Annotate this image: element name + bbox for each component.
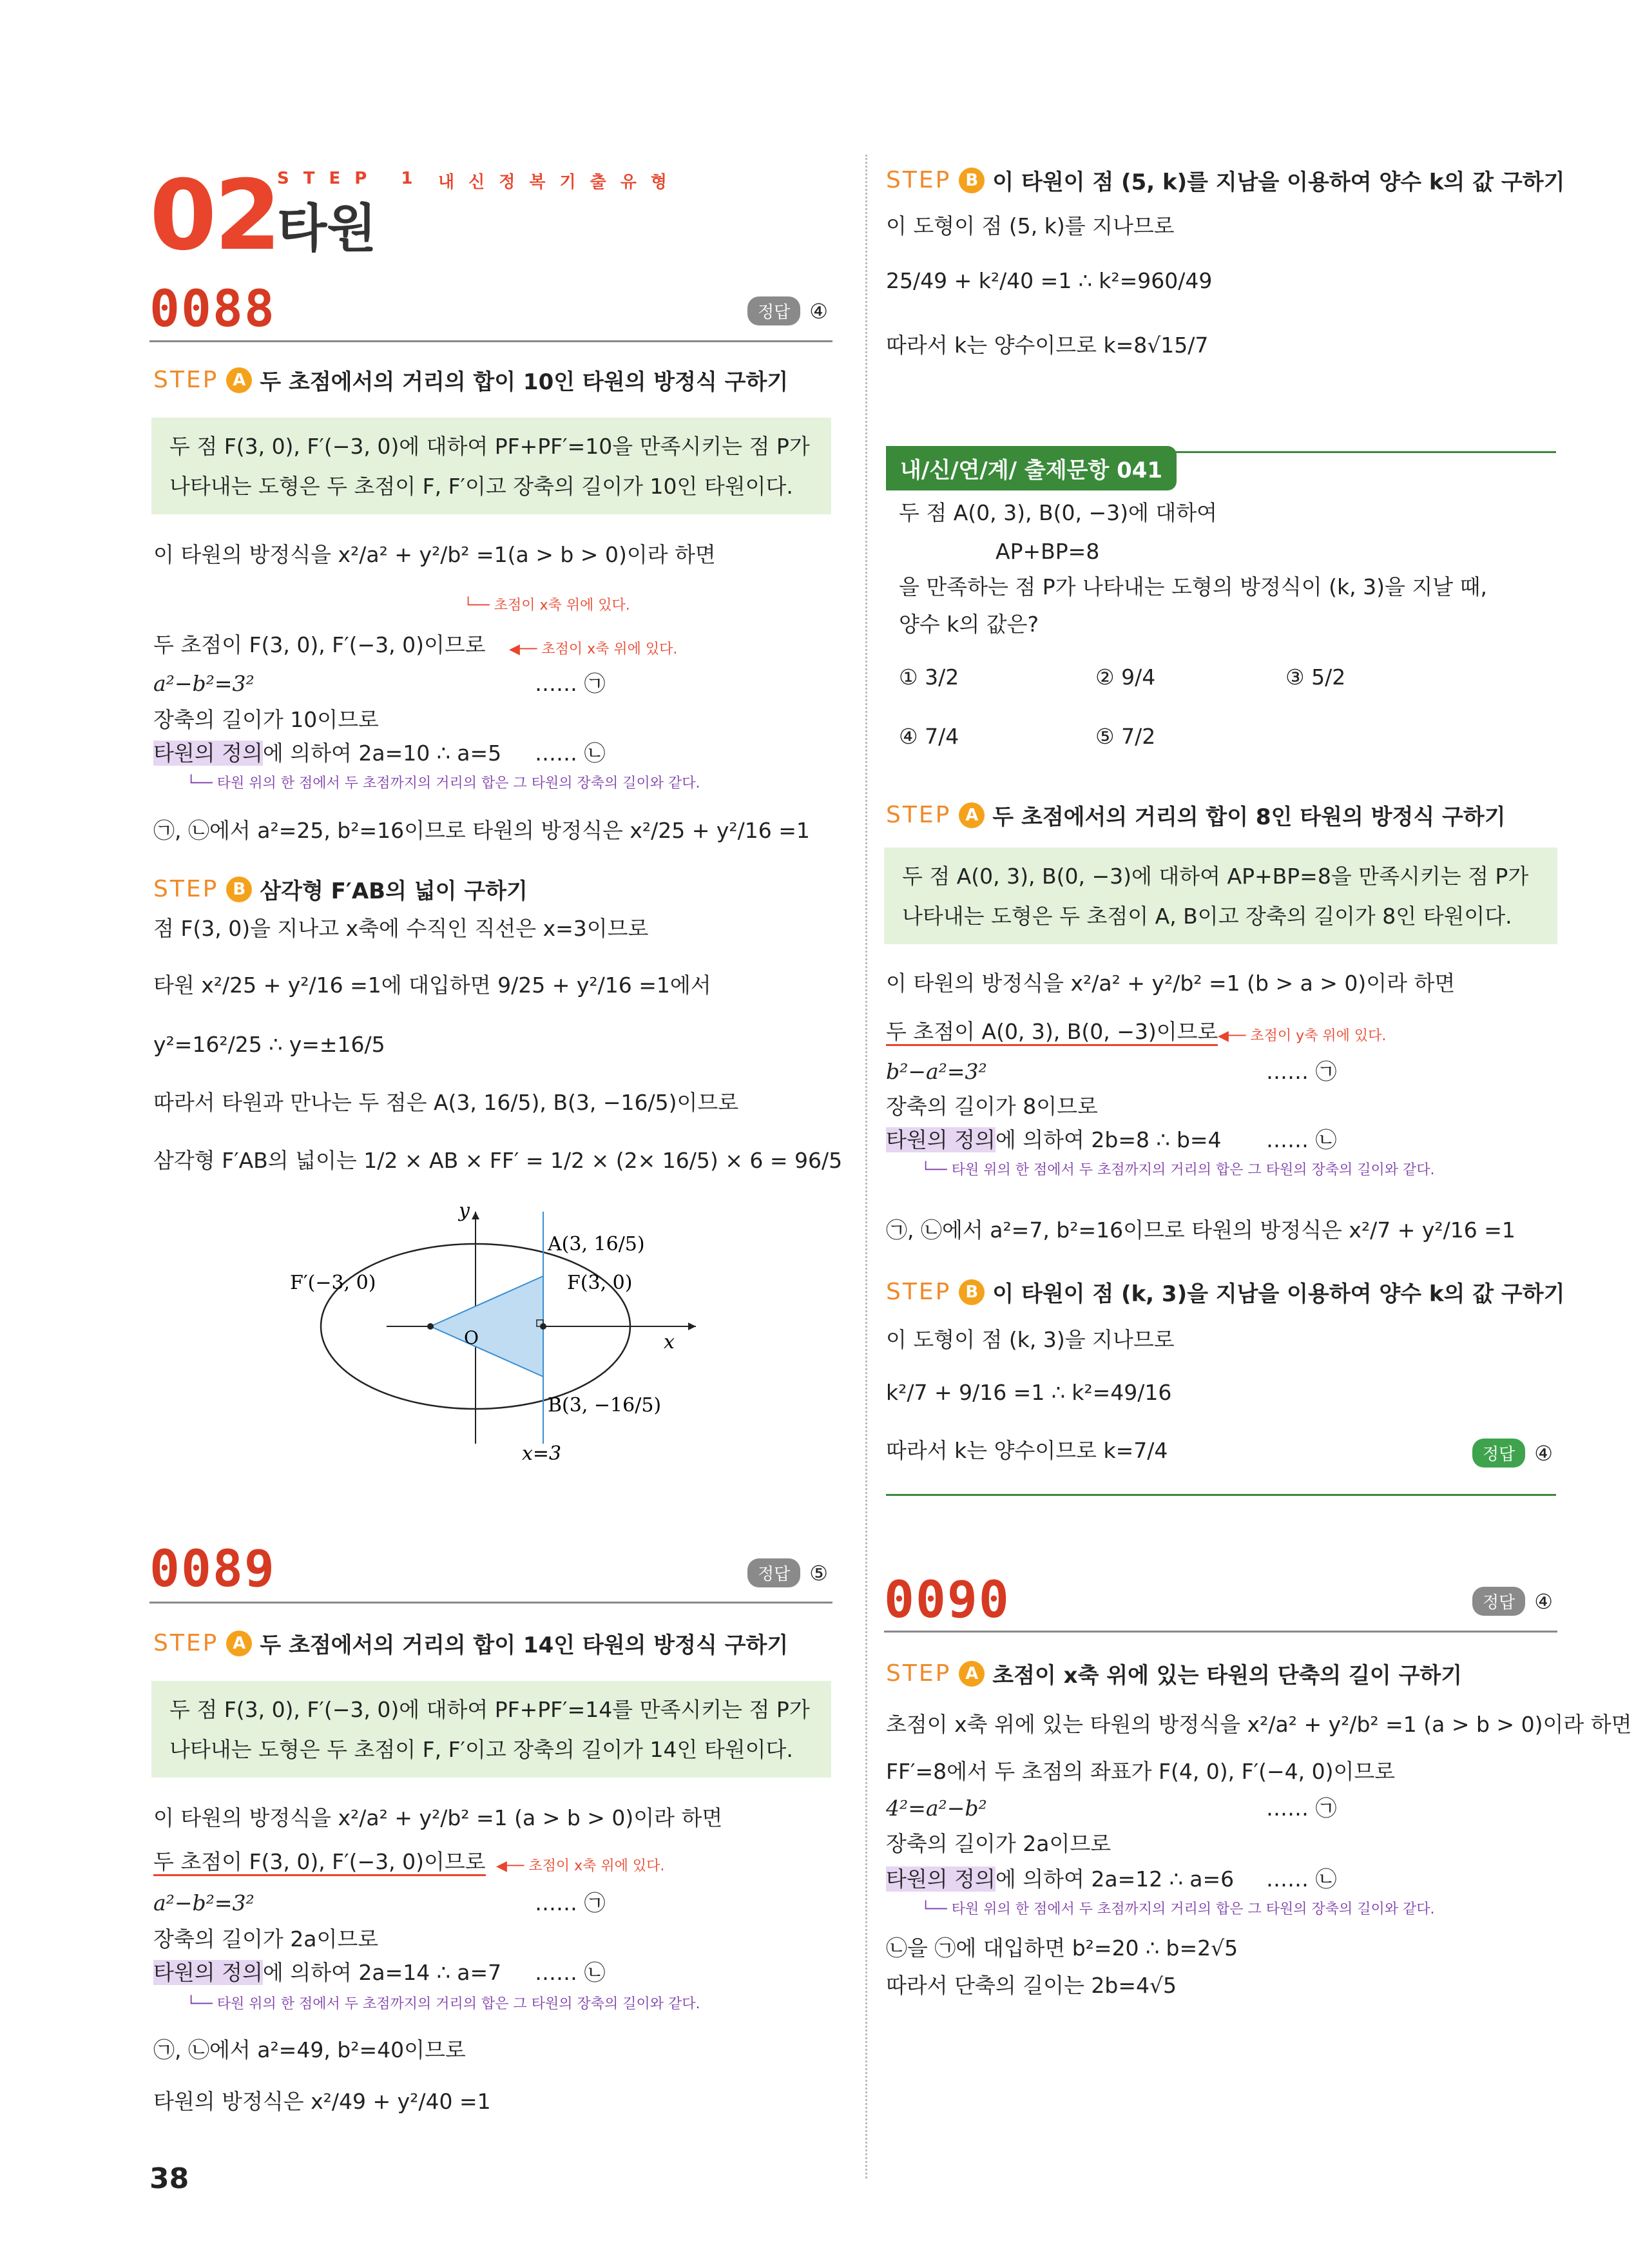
- label-F: F(3, 0): [567, 1272, 633, 1294]
- related-rule-bottom: [886, 1494, 1556, 1496]
- solution-line: 따라서 k는 양수이므로 k=8√15/7: [886, 333, 1209, 358]
- y-axis-label: y: [459, 1199, 470, 1222]
- definition-box: [151, 1681, 831, 1778]
- question-line: 을 만족하는 점 P가 나타내는 도형의 방정식이 (k, 3)을 지날 때,: [899, 574, 1487, 599]
- side-note: ◀── 초점이 x축 위에 있다.: [496, 1858, 665, 1874]
- problem-rule: [884, 1631, 1557, 1633]
- solution-line: 따라서 타원과 만나는 두 점은 A(3, 16/5), B(3, −16/5)이므로: [153, 1090, 739, 1115]
- solution-line: 점 F(3, 0)을 지나고 x축에 수직인 직선은 x=3이므로: [153, 916, 649, 941]
- step-a-0089: STEP A 두 초점에서의 거리의 합이 14인 타원의 방정식 구하기: [153, 1627, 788, 1659]
- solution-line: 두 초점이 F(3, 0), F′(−3, 0)이므로: [153, 1848, 486, 1876]
- equation-tag: …… ㉡: [535, 741, 606, 766]
- step-title: 이 타원이 점 (k, 3)을 지남을 이용하여 양수 k의 값 구하기: [992, 1281, 1565, 1307]
- solution-line: 25/49 + k²/40 =1 ∴ k²=960/49: [886, 268, 1213, 293]
- solution-line: 따라서 단축의 길이는 2b=4√5: [886, 1973, 1177, 1998]
- box-line-1: 두 점 F(3, 0), F′(−3, 0)에 대하여 PF+PF′=14를 만족시키는 점 P가: [169, 1697, 810, 1722]
- column-divider: [865, 155, 867, 2178]
- problem-rule: [149, 1602, 832, 1604]
- answer-value: ④: [1534, 1589, 1553, 1614]
- label-A: A(3, 16/5): [548, 1233, 645, 1255]
- equation-tag: …… ㉠: [535, 1890, 606, 1915]
- highlight-term: 타원의 정의: [153, 741, 263, 766]
- side-note: └── 타원 위의 한 점에서 두 초점까지의 거리의 합은 그 타원의 장축의 길이와 같다.: [921, 1162, 1435, 1178]
- label-F-prime: F′(−3, 0): [290, 1272, 376, 1294]
- step-title: 두 초점에서의 거리의 합이 8인 타원의 방정식 구하기: [992, 804, 1506, 830]
- step-b-related: STEP B 이 타원이 점 (k, 3)을 지남을 이용하여 양수 k의 값 구하기: [886, 1276, 1564, 1308]
- page-number: 38: [149, 2162, 189, 2195]
- solution-line: 초점이 x축 위에 있는 타원의 방정식을 x²/a² + y²/b² =1 (a > b > 0)이라 하면: [886, 1712, 1632, 1737]
- origin-label: O: [464, 1327, 479, 1348]
- definition-box: [884, 848, 1557, 944]
- side-note: └── 초점이 x축 위에 있다.: [464, 597, 630, 614]
- solution-line: 이 타원의 방정식을 x²/a² + y²/b² =1 (b > a > 0)이라 하면: [886, 971, 1456, 996]
- step-b-0088-cont: STEP B 이 타원이 점 (5, k)를 지남을 이용하여 양수 k의 값 구하기: [886, 164, 1564, 196]
- choice[interactable]: ③ 5/2: [1285, 664, 1346, 690]
- box-line-2: 나타내는 도형은 두 초점이 A, B이고 장축의 길이가 8인 타원이다.: [902, 904, 1512, 929]
- related-problem-header: 내/신/연/계/ 출제문항 041: [886, 446, 1177, 490]
- answer-badge: 정답: [1472, 1587, 1525, 1616]
- side-note: ◀── 초점이 x축 위에 있다.: [509, 641, 678, 657]
- equation-tag: …… ㉠: [1266, 1059, 1337, 1084]
- box-line-2: 나타내는 도형은 두 초점이 F, F′이고 장축의 길이가 10인 타원이다.: [169, 474, 793, 499]
- highlight-term: 타원의 정의: [886, 1866, 996, 1892]
- label-line: x=3: [522, 1442, 562, 1465]
- step-title: 두 초점에서의 거리의 합이 14인 타원의 방정식 구하기: [260, 1633, 789, 1658]
- question-line: 두 점 A(0, 3), B(0, −3)에 대하여: [899, 500, 1218, 525]
- triangle-FAB: [430, 1276, 543, 1377]
- step-a-0090: STEP A 초점이 x축 위에 있는 타원의 단축의 길이 구하기: [886, 1658, 1462, 1689]
- choice[interactable]: ② 9/4: [1095, 664, 1156, 690]
- solution-line: 이 타원의 방정식을 x²/a² + y²/b² =1(a > b > 0)이라 하면: [153, 542, 716, 567]
- step-a-0088: STEP A 두 초점에서의 거리의 합이 10인 타원의 방정식 구하기: [153, 364, 788, 396]
- answer-value: ④: [809, 298, 828, 324]
- x-axis-label: x: [664, 1331, 675, 1353]
- choice[interactable]: ⑤ 7/2: [1095, 724, 1156, 749]
- solution-line: 타원의 정의에 의하여 2a=12 ∴ a=6: [886, 1866, 1235, 1892]
- point-F: [540, 1323, 546, 1330]
- solution-line: ㉠, ㉡에서 a²=25, b²=16이므로 타원의 방정식은 x²/25 + y²/16 =1: [153, 818, 810, 843]
- answer-related: [1472, 1439, 1553, 1468]
- step-a-related: STEP A 두 초점에서의 거리의 합이 8인 타원의 방정식 구하기: [886, 799, 1506, 831]
- answer-value: ⑤: [809, 1560, 828, 1585]
- box-line-2: 나타내는 도형은 두 초점이 F, F′이고 장축의 길이가 14인 타원이다.: [169, 1737, 793, 1762]
- step-title: 두 초점에서의 거리의 합이 10인 타원의 방정식 구하기: [260, 369, 789, 395]
- definition-box: [151, 418, 831, 514]
- solution-line: FF′=8에서 두 초점의 좌표가 F(4, 0), F′(−4, 0)이므로: [886, 1759, 1396, 1784]
- solution-line: 이 도형이 점 (5, k)를 지나므로: [886, 213, 1175, 238]
- problem-number-0088: 0088: [149, 280, 276, 338]
- solution-line: 두 초점이 A(0, 3), B(0, −3)이므로: [886, 1018, 1218, 1046]
- solution-line: ㉡을 ㉠에 대입하면 b²=20 ∴ b=2√5: [886, 1935, 1238, 1961]
- solution-line: 두 초점이 F(3, 0), F′(−3, 0)이므로: [153, 632, 486, 657]
- equation-tag: …… ㉡: [1266, 1127, 1337, 1152]
- answer-0090: [1472, 1587, 1553, 1616]
- answer-0089: [747, 1558, 828, 1587]
- solution-line: 삼각형 F′AB의 넓이는 1/2 × AB × FF′ = 1/2 × (2× 16/5) × 6 = 96/5: [153, 1148, 843, 1173]
- solution-line: y²=16²/25 ∴ y=±16/5: [153, 1032, 385, 1057]
- ellipse-figure: [277, 1199, 728, 1469]
- point-F-prime: [427, 1323, 434, 1330]
- solution-line: 타원의 방정식은 x²/49 + y²/40 =1: [153, 2089, 491, 2114]
- step-b-0088: STEP B 삼각형 F′AB의 넓이 구하기: [153, 873, 528, 905]
- answer-badge: 정답: [747, 1558, 800, 1587]
- step-title: 이 타원이 점 (5, k)를 지남을 이용하여 양수 k의 값 구하기: [992, 170, 1565, 195]
- answer-badge: 정답: [1472, 1439, 1525, 1468]
- solution-line: 타원의 정의에 의하여 2a=14 ∴ a=7: [153, 1960, 502, 1985]
- question-line: AP+BP=8: [996, 539, 1100, 564]
- problem-rule: [149, 340, 832, 342]
- related-rule: [886, 451, 1556, 453]
- solution-line: 장축의 길이가 8이므로: [886, 1094, 1098, 1119]
- side-note: └── 타원 위의 한 점에서 두 초점까지의 거리의 합은 그 타원의 장축의 길이와 같다.: [921, 1901, 1435, 1917]
- problem-number-0089: 0089: [149, 1540, 276, 1598]
- solution-line: 타원 x²/25 + y²/16 =1에 대입하면 9/25 + y²/16 =1에서: [153, 973, 711, 998]
- problem-number-0090: 0090: [884, 1571, 1010, 1629]
- question-line: 양수 k의 값은?: [899, 612, 1039, 637]
- highlight-term: 타원의 정의: [886, 1127, 996, 1152]
- solution-line: 이 타원의 방정식을 x²/a² + y²/b² =1 (a > b > 0)이라 하면: [153, 1805, 723, 1830]
- equation-tag: …… ㉠: [535, 671, 606, 696]
- equation-tag: …… ㉡: [1266, 1866, 1337, 1892]
- box-line-1: 두 점 A(0, 3), B(0, −3)에 대하여 AP+BP=8을 만족시키는 점 P가: [902, 864, 1529, 889]
- step-title: 초점이 x축 위에 있는 타원의 단축의 길이 구하기: [992, 1663, 1463, 1689]
- solution-line: 이 도형이 점 (k, 3)을 지나므로: [886, 1327, 1175, 1352]
- solution-line: k²/7 + 9/16 =1 ∴ k²=49/16: [886, 1380, 1172, 1405]
- equation: b²−a²=3²: [886, 1059, 987, 1084]
- answer-badge: 정답: [747, 296, 800, 325]
- side-note: └── 타원 위의 한 점에서 두 초점까지의 거리의 합은 그 타원의 장축의 길이와 같다.: [187, 775, 700, 791]
- solution-line: 타원의 정의에 의하여 2a=10 ∴ a=5: [153, 741, 502, 766]
- choice[interactable]: ① 3/2: [899, 664, 959, 690]
- equation-tag: …… ㉠: [1266, 1796, 1337, 1821]
- solution-line: ㉠, ㉡에서 a²=49, b²=40이므로: [153, 2037, 466, 2062]
- solution-line: ㉠, ㉡에서 a²=7, b²=16이므로 타원의 방정식은 x²/7 + y²/16 =1: [886, 1217, 1515, 1243]
- equation: a²−b²=3²: [153, 1890, 255, 1915]
- answer-value: ④: [1534, 1440, 1553, 1466]
- solution-line: 따라서 k는 양수이므로 k=7/4: [886, 1438, 1168, 1463]
- equation: a²−b²=3²: [153, 671, 255, 696]
- highlight-term: 타원의 정의: [153, 1960, 263, 1985]
- chapter-title: 타원: [277, 199, 377, 258]
- solution-line: 장축의 길이가 2a이므로: [153, 1926, 379, 1952]
- answer-0088: [747, 296, 828, 325]
- category-kicker: 내신정복기출유형: [438, 173, 681, 192]
- equation: 4²=a²−b²: [886, 1796, 987, 1821]
- section-number: 02: [149, 160, 279, 272]
- solution-line: 타원의 정의에 의하여 2b=8 ∴ b=4: [886, 1127, 1222, 1152]
- step-kicker: STEP 1: [277, 169, 427, 188]
- solution-line: 장축의 길이가 10이므로: [153, 707, 379, 732]
- side-note: ◀── 초점이 y축 위에 있다.: [1218, 1028, 1387, 1044]
- choice[interactable]: ④ 7/4: [899, 724, 959, 749]
- equation-tag: …… ㉡: [535, 1960, 606, 1985]
- label-B: B(3, −16/5): [548, 1394, 662, 1417]
- solution-line: 장축의 길이가 2a이므로: [886, 1831, 1111, 1856]
- step-title: 삼각형 F′AB의 넓이 구하기: [260, 878, 528, 904]
- box-line-1: 두 점 F(3, 0), F′(−3, 0)에 대하여 PF+PF′=10을 만족시키는 점 P가: [169, 434, 810, 459]
- side-note: └── 타원 위의 한 점에서 두 초점까지의 거리의 합은 그 타원의 장축의 길이와 같다.: [187, 1996, 700, 2012]
